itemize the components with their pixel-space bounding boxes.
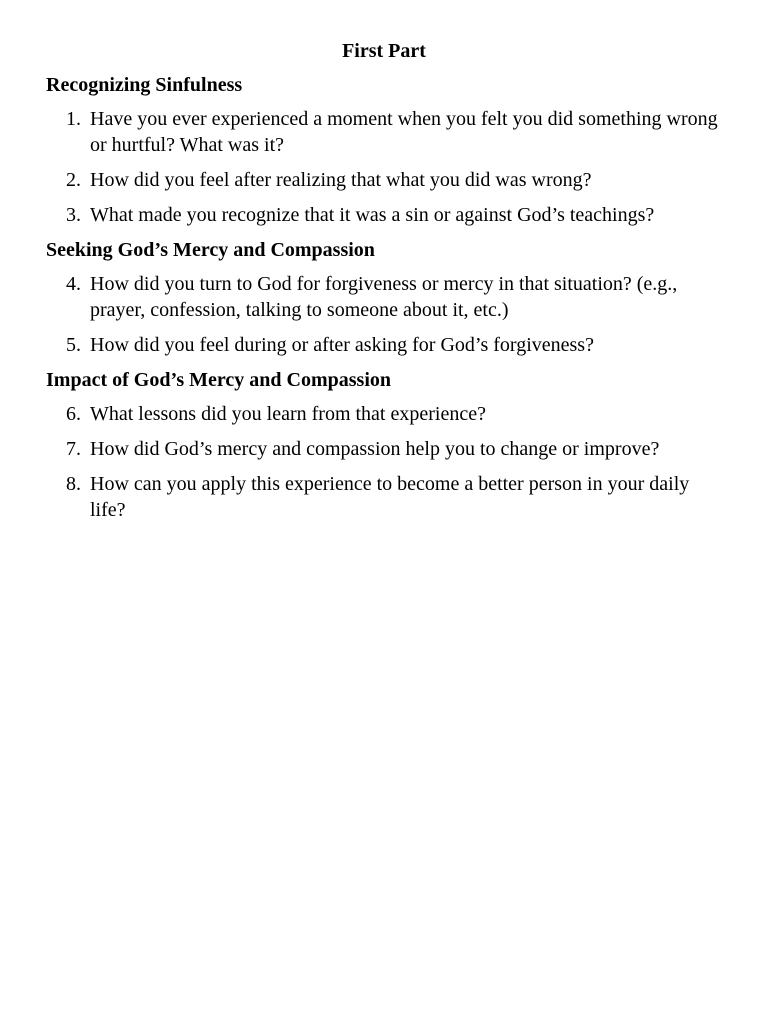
- question-item: [46, 436, 726, 462]
- question-text: What lessons did you learn from that experience?: [90, 403, 486, 425]
- section-seeking-mercy: [46, 237, 726, 358]
- question-list: [46, 271, 726, 358]
- question-number: 3.: [66, 204, 81, 226]
- question-text: What made you recognize that it was a sin or against God’s teachings?: [90, 204, 655, 226]
- section-recognizing-sinfulness: [46, 72, 726, 228]
- question-text: How did you feel during or after asking for God’s forgiveness?: [90, 334, 594, 356]
- question-list: [46, 106, 726, 228]
- section-heading: Seeking God’s Mercy and Compassion: [46, 239, 375, 261]
- section-impact-of-mercy: [46, 367, 726, 523]
- question-item: [46, 167, 726, 193]
- question-text: Have you ever experienced a moment when you felt you did something wrong or hurtful? What was it?: [90, 108, 718, 156]
- question-item: [46, 271, 726, 323]
- section-heading: Impact of God’s Mercy and Compassion: [46, 369, 392, 391]
- section-heading: Recognizing Sinfulness: [46, 74, 243, 96]
- question-number: 7.: [66, 438, 81, 460]
- question-number: 2.: [66, 169, 81, 191]
- question-text: How did you turn to God for forgiveness or mercy in that situation? (e.g., prayer, confession, talking to someone about it, etc.): [90, 273, 678, 321]
- question-text: How did you feel after realizing that what you did was wrong?: [90, 169, 592, 191]
- document-page: [46, 38, 726, 532]
- question-item: [46, 202, 726, 228]
- question-text: How did God’s mercy and compassion help you to change or improve?: [90, 438, 660, 460]
- page-title: First Part: [342, 40, 426, 62]
- question-number: 6.: [66, 403, 81, 425]
- question-number: 8.: [66, 473, 81, 495]
- question-item: [46, 332, 726, 358]
- question-number: 4.: [66, 273, 81, 295]
- question-list: [46, 401, 726, 523]
- question-number: 1.: [66, 108, 81, 130]
- question-item: [46, 401, 726, 427]
- question-item: [46, 106, 726, 158]
- question-text: How can you apply this experience to become a better person in your daily life?: [90, 473, 690, 521]
- question-number: 5.: [66, 334, 81, 356]
- question-item: [46, 471, 726, 523]
